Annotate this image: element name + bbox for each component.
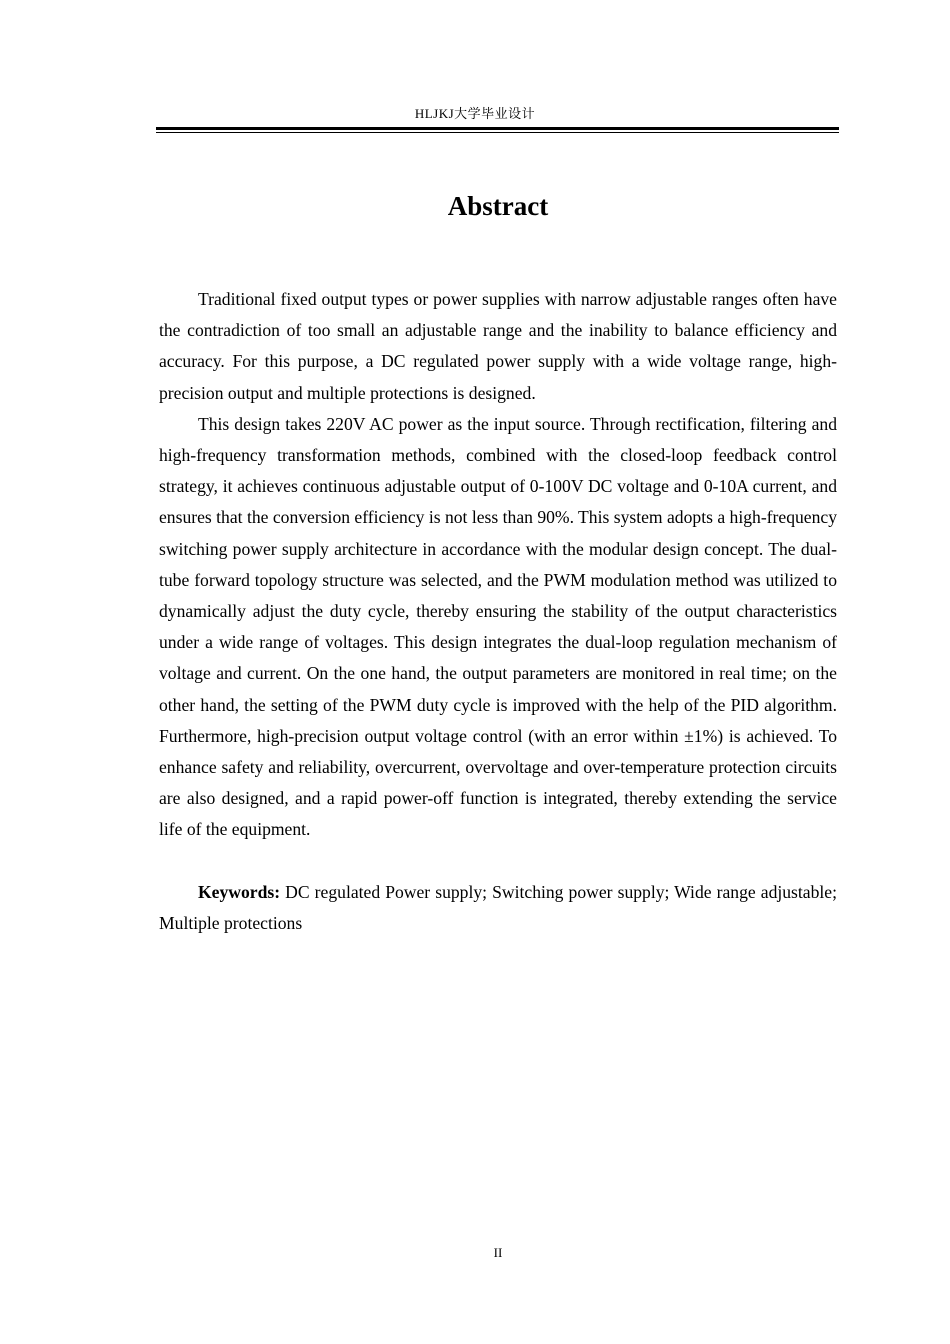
page-number: II [493,1245,503,1260]
abstract-paragraph-2: This design takes 220V AC power as the input source. Through rectification, filtering and high-frequency transformation methods, combined with the closed-loop feedback control strategy, it achieves continuous adjustable output of 0-100V DC voltage and 0-10A current, and ensures that the conversion efficiency is not less than 90%. This system adopts a high-frequency switching power supply architecture in accordance with the modular design concept. The dual-tube forward topology structure was selected, and the PWM modulation method was utilized to dynamically adjust the duty cycle, thereby ensuring the stability of the output characteristics under a wide range of voltages. This design integrates the dual-loop regulation mechanism of voltage and current. On the one hand, the output parameters are monitored in real time; on the other hand, the setting of the PWM duty cycle is improved with the help of the PID algorithm. Furthermore, high-precision output voltage control (with an error within ±1%) is achieved. To enhance safety and reliability, overcurrent, overvoltage and over-temperature protection circuits are also designed, and a rapid power-off function is integrated, thereby extending the service life of the equipment. [159,413,838,840]
header-rule-thick [156,127,839,130]
keywords-text: DC regulated Power supply; Switching power supply; Wide range adjustable; Multiple protections [159,881,837,933]
abstract-body [159,284,837,939]
keywords-line [159,877,837,939]
page-title: Abstract [447,191,549,221]
running-header: HLJKJ大学毕业设计 [414,106,536,121]
header-rule-thin [156,132,839,133]
abstract-paragraph-1: Traditional fixed output types or power supplies with narrow adjustable ranges often have the contradiction of too small an adjustable range and the inability to balance efficiency and accuracy. For this purpose, a DC regulated power supply with a wide voltage range, high-precision output and multiple protections is designed. [159,289,837,403]
keywords-label: Keywords: [198,881,281,902]
